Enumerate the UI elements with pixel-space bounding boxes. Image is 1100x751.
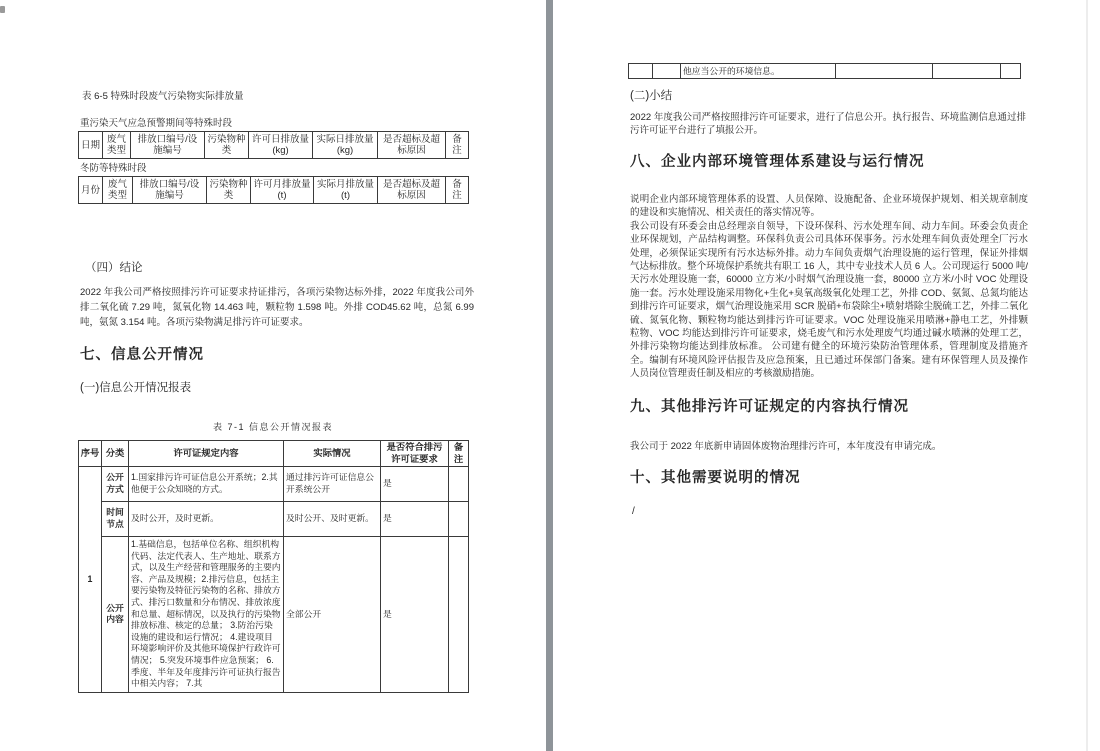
col-exceedance: 是否超标及超标原因 xyxy=(378,132,446,159)
section-7-subheading: (一)信息公开情况报表 xyxy=(80,382,192,394)
cell-required: 1.基础信息，包括单位名称、组织机构代码、法定代表人、生产地址、联系方式，以及生产经营和管理服务的主要内容、产品及规模；2.排污信息，包括主要污染物及特征污染物的名称、排放方式、排污口数量和分布情况、排放浓度和总量、超标情况，以及执行的污染物排放标准、核定的总量； 3.防治污染设施的建设和运行情况； 4.建设项目环境影响评价及其他环境保护行政许可情况； 5.突发环境事件应急预案； 6.季度、半年及年度排污许可证执行报告中相关内容； 7.其 xyxy=(129,537,284,693)
cell-actual: 及时公开、及时更新。 xyxy=(284,502,381,537)
cell-remark xyxy=(449,467,469,502)
col-actual-situation: 实际情况 xyxy=(284,441,381,467)
col-category: 分类 xyxy=(102,441,129,467)
col-pollutant: 污染物种类 xyxy=(207,177,251,204)
conclusion-heading: （四）结论 xyxy=(85,262,143,274)
table-6-5-title: 表 6-5 特殊时段废气污染物实际排放量 xyxy=(82,91,244,102)
table-7-1-title: 表 7-1 信息公开情况报表 xyxy=(212,422,333,432)
col-seq: 序号 xyxy=(79,441,102,467)
section-10-placeholder: / xyxy=(632,506,635,517)
table-7-1-carryover xyxy=(628,63,1021,79)
col-date: 日期 xyxy=(79,132,103,159)
table-row-publish-content xyxy=(79,537,469,693)
table-header-row xyxy=(79,441,469,467)
col-required-content: 许可证规定内容 xyxy=(129,441,284,467)
summary-heading: (二)小结 xyxy=(630,90,673,102)
table-6-5-monthly xyxy=(78,176,469,204)
col-month: 月份 xyxy=(79,177,103,204)
col-permitted-monthly: 许可月排放量(t) xyxy=(251,177,314,204)
col-remark: 备注 xyxy=(446,132,469,159)
col-actual-daily: 实际日排放量(kg) xyxy=(313,132,378,159)
cell-category: 时间节点 xyxy=(102,502,129,537)
cell-remark xyxy=(449,502,469,537)
scan-artifact xyxy=(0,6,5,13)
col-permitted-daily: 许可日排放量(kg) xyxy=(249,132,313,159)
section-9-paragraph: 我公司于 2022 年底新申请固体废物治理排污许可，本年度没有申请完成。 xyxy=(630,441,942,452)
col-outlet-id: 排放口编号/设施编号 xyxy=(131,132,205,159)
col-outlet-id: 排放口编号/设施编号 xyxy=(133,177,207,204)
cell-comply xyxy=(933,64,1001,79)
table-7-1 xyxy=(78,440,469,693)
cell-category: 公开方式 xyxy=(102,467,129,502)
section-9-heading: 九、其他排污许可证规定的内容执行情况 xyxy=(630,399,909,415)
conclusion-paragraph: 2022 年我公司严格按照排污许可证要求持证排污，各项污染物达标外排，2022 年度我公司外排二氧化硫 7.29 吨，氮氧化物 14.463 吨，颗粒物 1.598 吨。外排 COD45.62 吨，总氮 6.99 吨，氨氮 3.154 吨。各项污染物满足排污许可证要求。 xyxy=(80,287,474,328)
section-10-heading: 十、其他需要说明的情况 xyxy=(630,470,801,486)
page-right-edge xyxy=(1086,0,1088,751)
cell-seq xyxy=(629,64,653,79)
winter-period-label: 冬防等特殊时段 xyxy=(80,163,147,174)
col-remark: 备注 xyxy=(449,441,469,467)
table-6-5-daily xyxy=(78,131,469,159)
cell-required: 1.国家排污许可证信息公开系统；2.其他便于公众知晓的方式。 xyxy=(129,467,284,502)
cell-remark xyxy=(449,537,469,693)
cell-actual: 全部公开 xyxy=(284,537,381,693)
col-compliance: 是否符合排污许可证要求 xyxy=(381,441,449,467)
table-row-carryover xyxy=(629,64,1021,79)
col-gas-type: 废气类型 xyxy=(103,132,131,159)
section-7-heading: 七、信息公开情况 xyxy=(80,347,204,363)
section-8-main-paragraph: 我公司设有环委会由总经理亲自领导，下设环保科、污水处理车间、动力车间。环委会负责企业环保规划，产品结构调整。环保科负责公司具体环保事务。污水处理车间负责处理全厂污水处理，必须保证实现所有污水达标外排。动力车间负责烟气治理设施的运行管理，保证外排烟气达标排放。整个环境保护系统共有职工 16 人，其中专业技术人员 6 人。公司现运行 5000 吨/天污水处理设施一套，60000 立方米/小时烟气治理设施一套，80000 立方米/小时 VOC 处理设施一套。污水处理设施采用物化+生化+臭氧高级氧化处理工艺，外排 COD、氨氮、总氮均能达到排污许可证要求，烟气治理设施采用 SCR 脱硝+布袋除尘+喷射塔除尘脱硫工艺，外排二氧化硫、氮氧化物、颗粒物均能达到排污许可证要求。VOC 处理设施采用喷淋+静电工艺，外排颗粒物、VOC 均能达到排污许可证要求，烧毛废气和污水处理废气均通过碱水喷淋的处理工艺，外排污染物均能达到排放标准。 公司建有健全的环境污染防治管理体系，管理制度及措施齐全。编制有环境风险评估报告及应急预案，且已通过环保部门备案。建有环保管理人员及操作人员岗位管理责任制及相应的考核激励措施。 xyxy=(630,220,1028,380)
table-row-publish-time xyxy=(79,502,469,537)
col-exceedance: 是否超标及超标原因 xyxy=(378,177,446,204)
cell-required: 他应当公开的环境信息。 xyxy=(681,64,836,79)
heavy-pollution-period-label: 重污染天气应急预警期间等特殊时段 xyxy=(80,118,233,129)
section-8-heading: 八、企业内部环境管理体系建设与运行情况 xyxy=(630,154,925,170)
col-remark: 备注 xyxy=(446,177,469,204)
col-gas-type: 废气类型 xyxy=(103,177,133,204)
cell-comply: 是 xyxy=(381,502,449,537)
col-actual-monthly: 实际月排放量(t) xyxy=(314,177,378,204)
cell-actual: 通过排污许可证信息公开系统公开 xyxy=(284,467,381,502)
summary-paragraph: 2022 年度我公司严格按照排污许可证要求，进行了信息公开。执行报告、环境监测信息通过排污许可证平台进行了填报公开。 xyxy=(630,112,1026,137)
table-row-publish-method xyxy=(79,467,469,502)
cell-category xyxy=(653,64,681,79)
cell-required: 及时公开，及时更新。 xyxy=(129,502,284,537)
cell-remark xyxy=(1001,64,1021,79)
section-8-body xyxy=(630,193,1028,381)
cell-seq: 1 xyxy=(79,467,102,693)
page-gap-divider xyxy=(546,0,553,751)
table-row xyxy=(79,177,469,204)
col-pollutant: 污染物种类 xyxy=(205,132,249,159)
cell-actual xyxy=(836,64,933,79)
cell-comply: 是 xyxy=(381,467,449,502)
cell-category: 公开内容 xyxy=(102,537,129,693)
section-8-intro-paragraph: 说明企业内部环境管理体系的设置、人员保障、设施配备、企业环境保护规划、相关规章制度的建设和实施情况、相关责任的落实情况等。 xyxy=(630,194,1028,219)
cell-comply: 是 xyxy=(381,537,449,693)
table-row xyxy=(79,132,469,159)
